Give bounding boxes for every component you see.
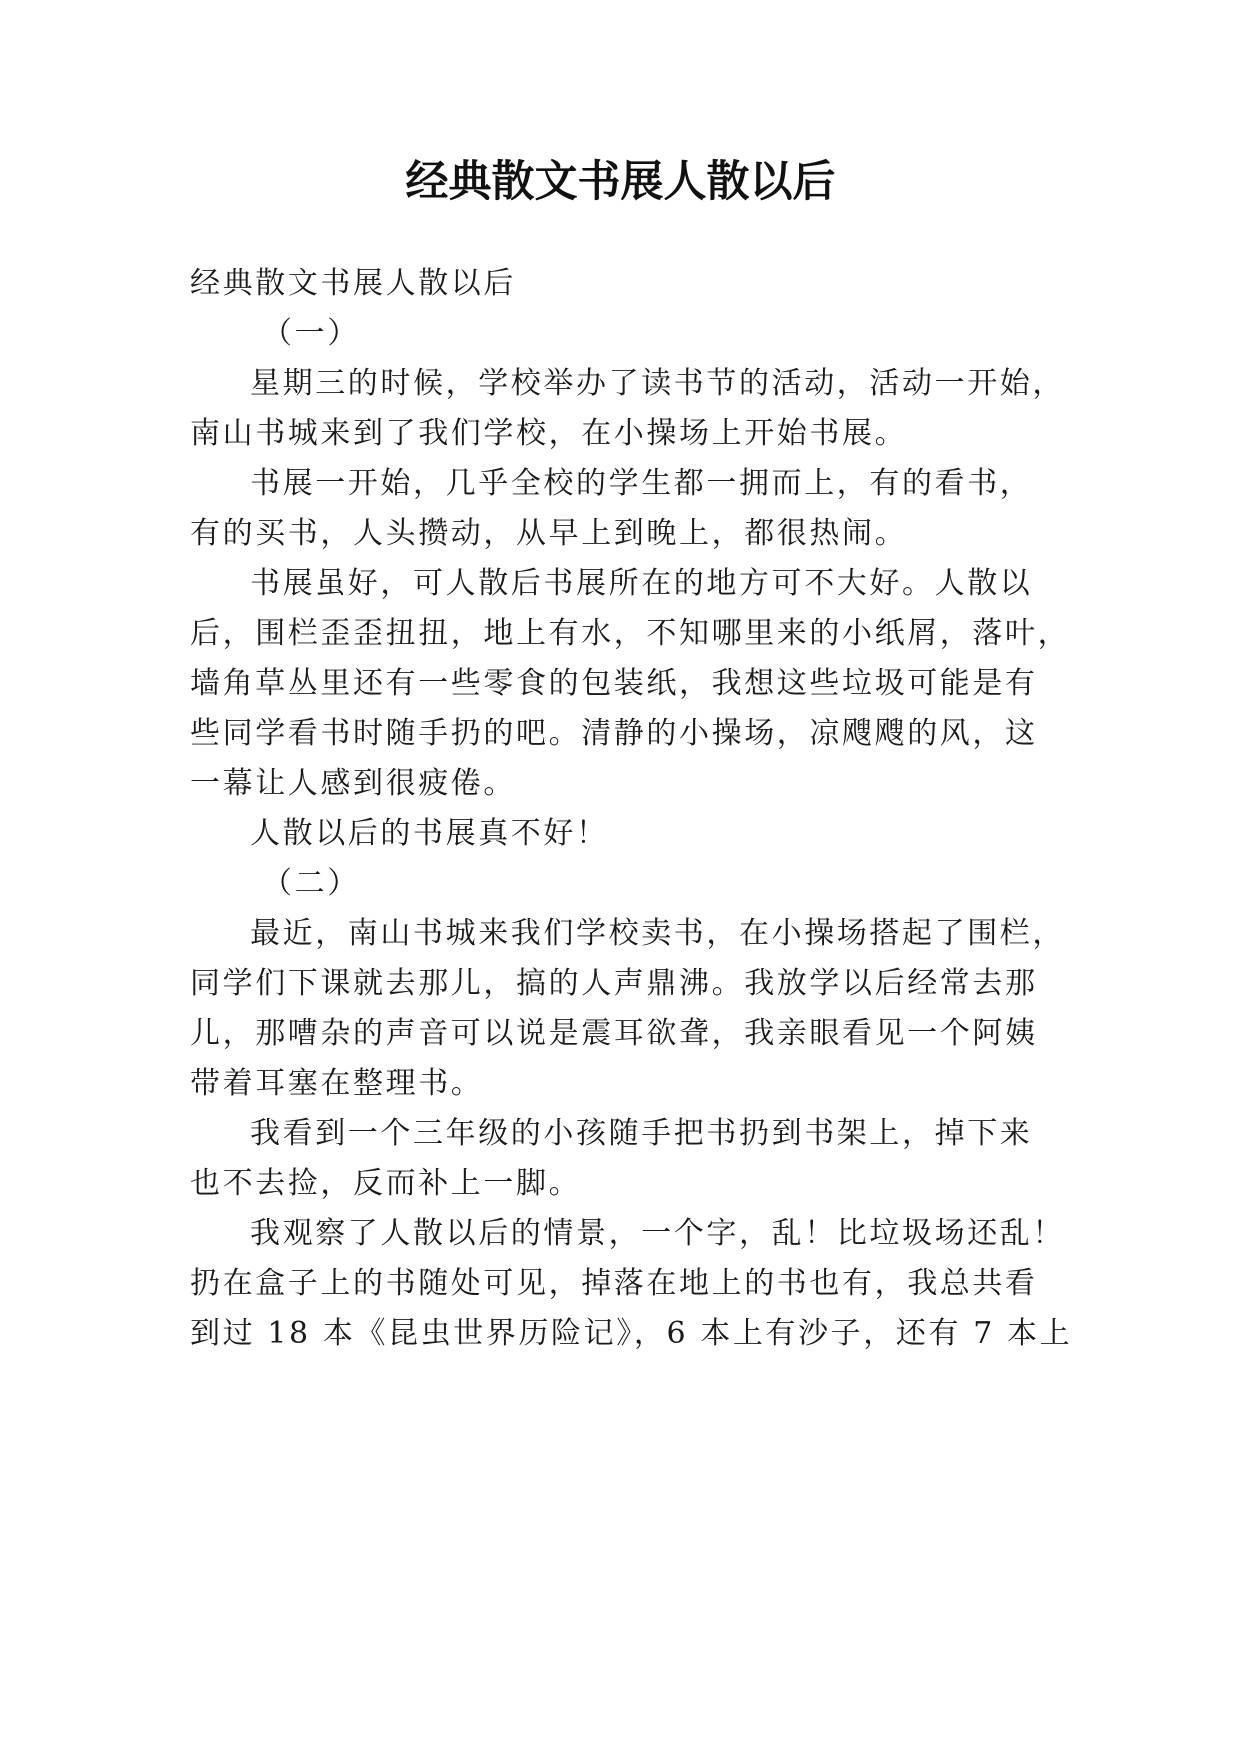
paragraph-line: 也不去捡，反而补上一脚。 bbox=[190, 1166, 582, 1201]
paragraph-line: 同学们下课就去那儿，搞的人声鼎沸。我放学以后经常去那 bbox=[190, 966, 1038, 1001]
paragraph-line: 我看到一个三年级的小孩随手把书扔到书架上，掉下来 bbox=[250, 1116, 1033, 1151]
document-subtitle: 经典散文书展人散以后 bbox=[190, 266, 516, 301]
paragraph-line: 星期三的时候，学校举办了读书节的活动，活动一开始， bbox=[250, 366, 1065, 401]
paragraph-line: 墙角草丛里还有一些零食的包装纸，我想这些垃圾可能是有 bbox=[190, 666, 1038, 701]
paragraph-line: 到过 18 本《昆虫世界历险记》，6 本上有沙子，还有 7 本上 bbox=[190, 1316, 1073, 1351]
section-number: （二） bbox=[262, 866, 360, 901]
paragraph-line: 我观察了人散以后的情景，一个字，乱！比垃圾场还乱！ bbox=[250, 1216, 1065, 1251]
paragraph-line: 些同学看书时随手扔的吧。清静的小操场，凉飕飕的风，这 bbox=[190, 716, 1038, 751]
paragraph-line: 人散以后的书展真不好！ bbox=[250, 816, 609, 851]
paragraph-line: 一幕让人感到很疲倦。 bbox=[190, 766, 516, 801]
paragraph-line: 书展虽好，可人散后书展所在的地方可不大好。人散以 bbox=[250, 566, 1033, 601]
document-title: 经典散文书展人散以后 bbox=[405, 157, 836, 207]
paragraph-line: 书展一开始，几乎全校的学生都一拥而上，有的看书， bbox=[250, 466, 1033, 501]
section-number: （一） bbox=[262, 316, 360, 351]
paragraph-line: 儿，那嘈杂的声音可以说是震耳欲聋，我亲眼看见一个阿姨 bbox=[190, 1016, 1038, 1051]
paragraph-line: 最近，南山书城来我们学校卖书，在小操场搭起了围栏， bbox=[250, 916, 1065, 951]
paragraph-line: 扔在盒子上的书随处可见，掉落在地上的书也有，我总共看 bbox=[190, 1266, 1038, 1301]
paragraph-line: 后，围栏歪歪扭扭，地上有水，不知哪里来的小纸屑，落叶， bbox=[190, 616, 1071, 651]
paragraph-line: 有的买书，人头攒动，从早上到晚上，都很热闹。 bbox=[190, 516, 908, 551]
paragraph-line: 带着耳塞在整理书。 bbox=[190, 1066, 484, 1101]
paragraph-line: 南山书城来到了我们学校，在小操场上开始书展。 bbox=[190, 416, 908, 451]
